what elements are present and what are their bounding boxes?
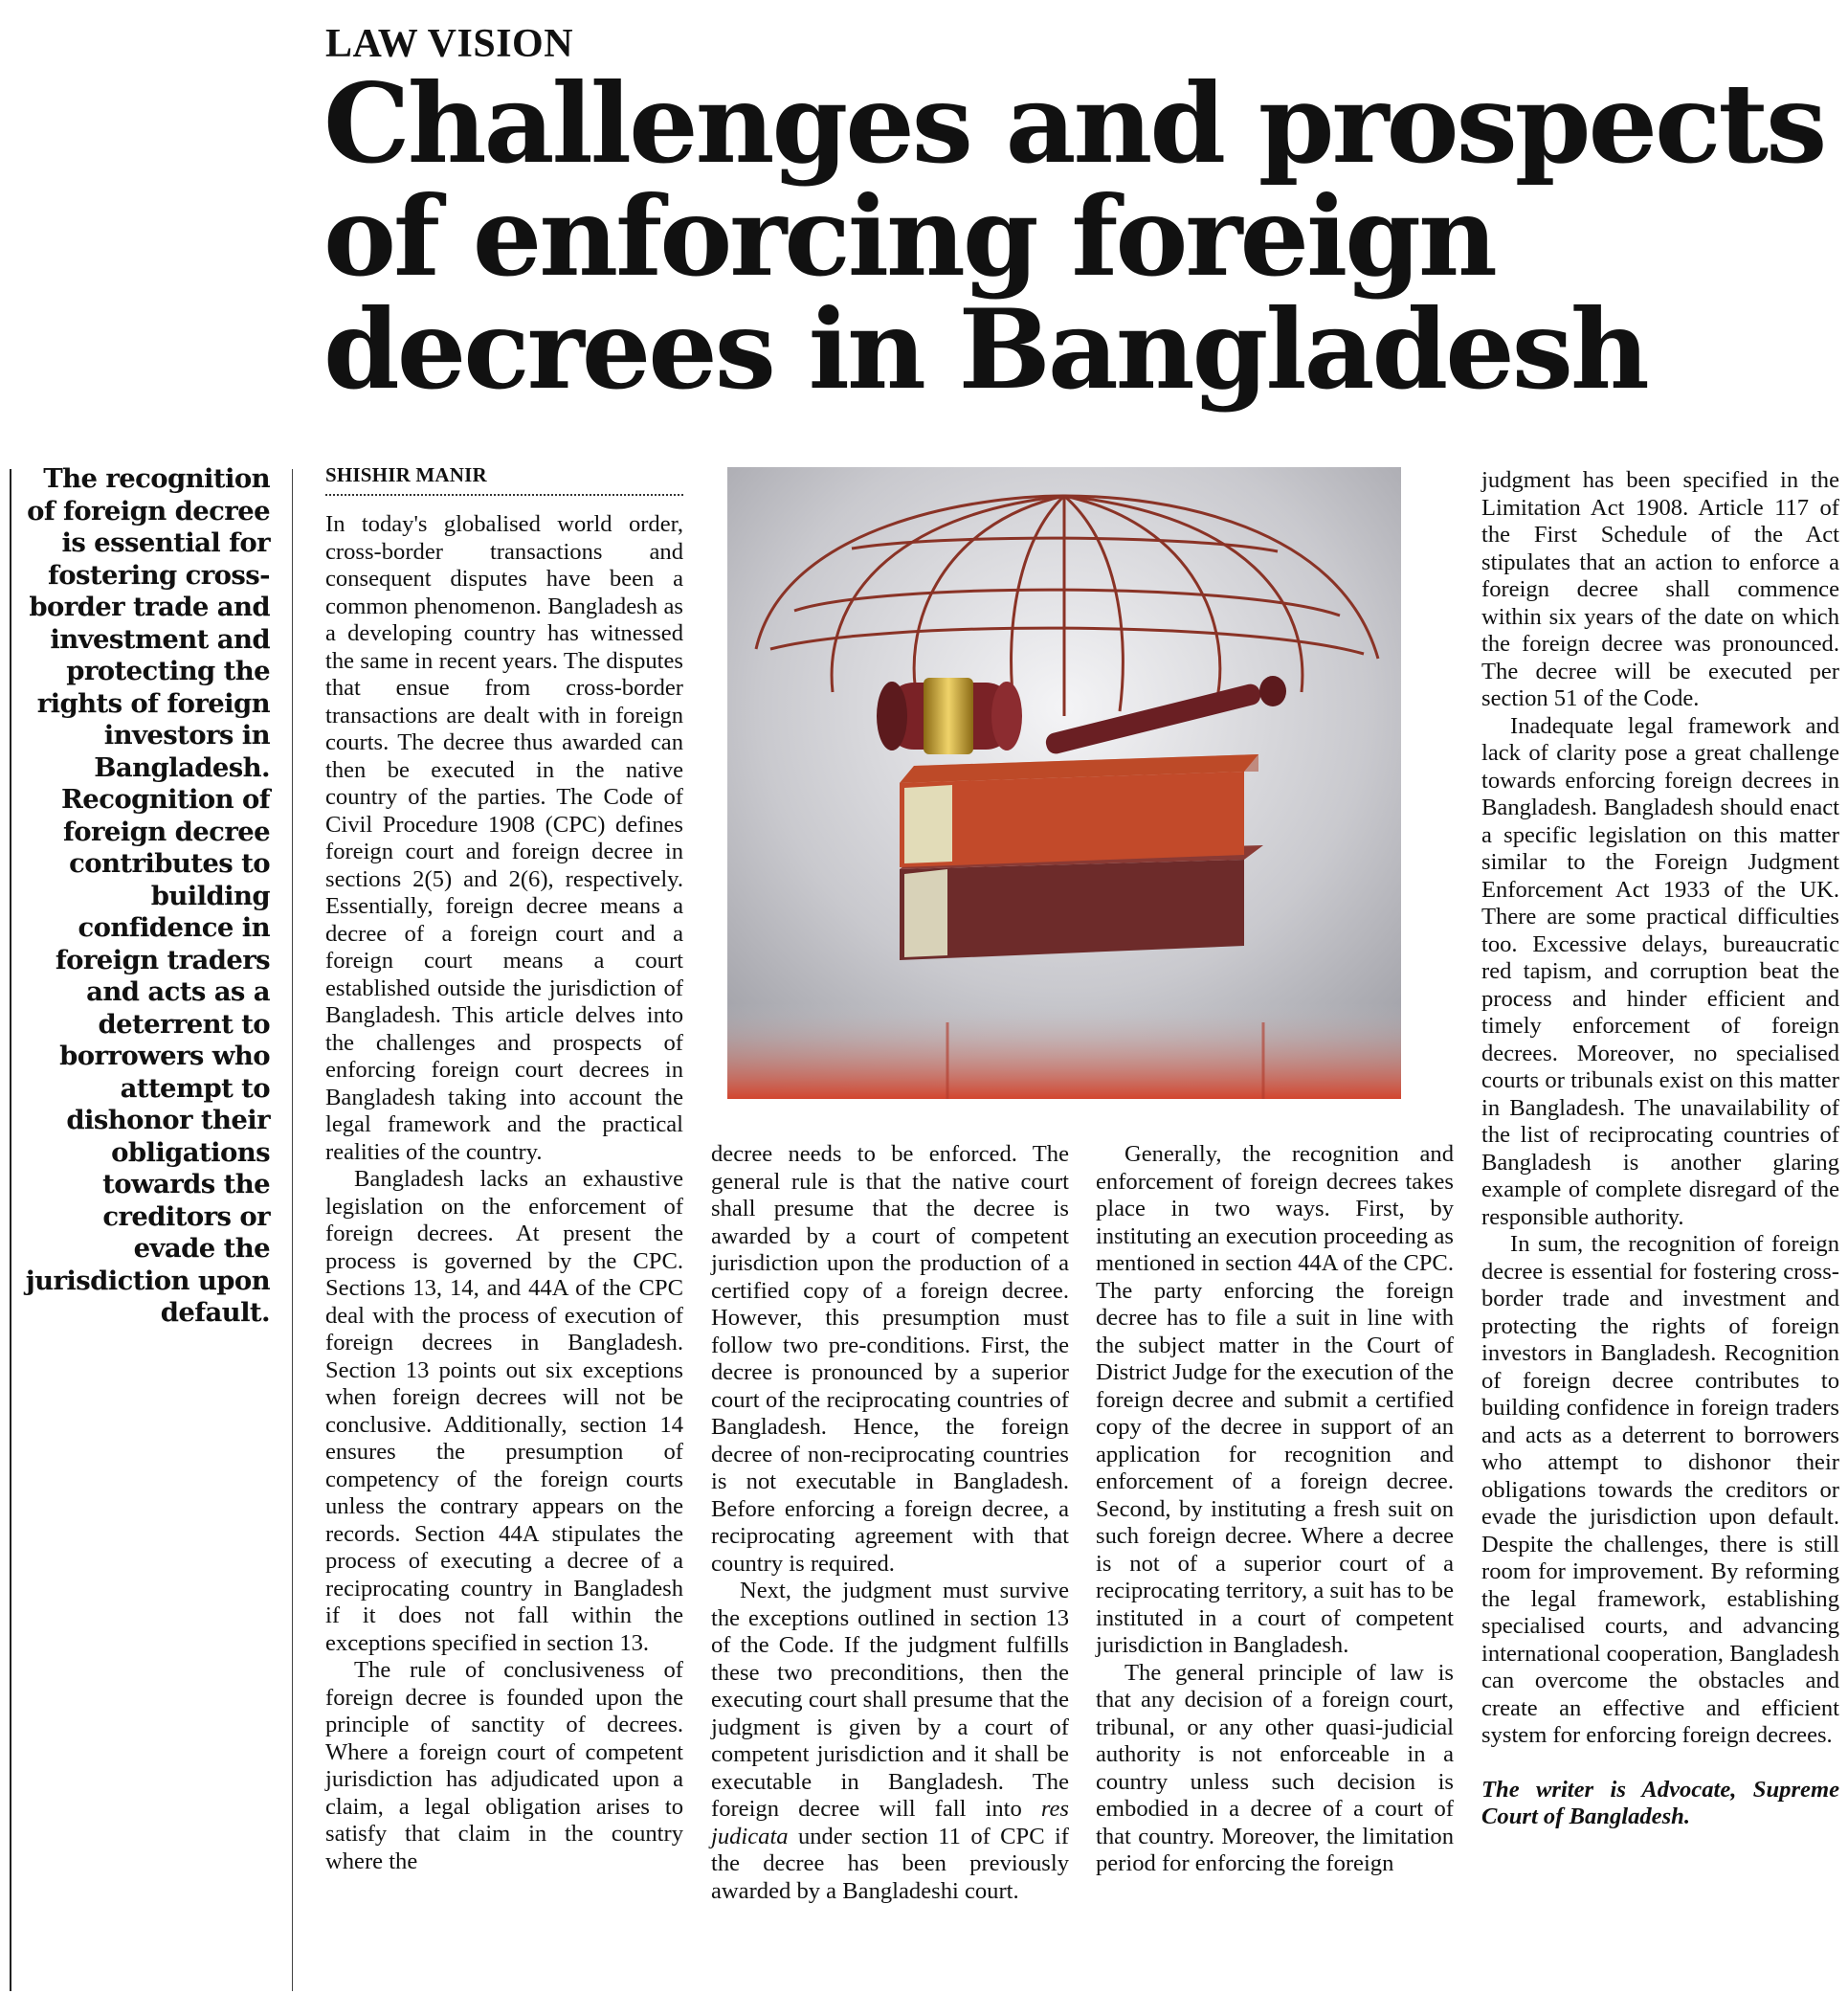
writer-note: The writer is Advocate, Supreme Court of Bangladesh. — [1481, 1776, 1839, 1829]
paragraph: The rule of conclusiveness of foreign decree is founded upon the principle of sanctity of decrees. Where a foreign court of competent jurisdiction has adjudicated upon a claim, a legal obligation arises to satisfy that claim in the country where the — [325, 1657, 683, 1874]
latin-term: res judicata — [711, 1796, 1069, 1849]
books-icon — [900, 754, 1263, 960]
floor-glow — [727, 1003, 1401, 1099]
article-column-3 — [1096, 1141, 1454, 1878]
article-column-4 — [1481, 467, 1839, 1831]
paragraph: Generally, the recognition and enforcement of foreign decrees takes place in two ways. First, by instituting an execution proceeding as mentioned in section 44A of the CPC. The party enforcing the foreign decree has to file a suit in line with the subject matter in the Court of District Judge for the execution of the foreign decree and submit a certified copy of the decree in support of an application for recognition and enforcement of a foreign decree. Second, by instituting a fresh suit on such foreign decree. Where a decree is not of a superior court of a reciprocating territory, a suit has to be instituted in a court of competent jurisdiction in Bangladesh. — [1096, 1141, 1454, 1658]
paragraph-text: under section 11 of CPC if the decree has been previously awarded by a Bangladeshi court. — [711, 1823, 1069, 1904]
column-rule — [292, 469, 293, 1991]
paragraph: In today's globalised world order, cross-border transactions and consequent disputes have been a common phenomenon. Bangladesh as a developing country has witnessed the same in recent years. The disputes that ensue from cross-border transactions are dealt with in foreign courts. The decree thus awarded can then be executed in the native country of the parties. The Code of Civil Procedure 1908 (CPC) defines foreign court and foreign decree in sections 2(5) and 2(6), respectively. Essentially, foreign decree means a decree of a foreign court and a foreign court means a court established outside the jurisdiction of Bangladesh. This article delves into the challenges and prospects of enforcing foreign court decrees in Bangladesh taking into account the legal framework and the practical realities of the country. — [325, 511, 683, 1165]
paragraph: Bangladesh lacks an exhaustive legislation on the enforcement of foreign decrees. At present the process is governed by the CPC. Sections 13, 14, and 44A of the CPC deal with the process of execution of foreign decrees in Bangladesh. Section 13 points out six exceptions when foreign decrees will not be conclusive. Additionally, section 14 ensures the presumption of competency of the foreign courts unless the contrary appears on the records. Section 44A stipulates the process of executing a decree of a reciprocating country in Bangladesh if it does not fall within the exceptions specified in section 13. — [325, 1166, 683, 1656]
paragraph-text: Next, the judgment must survive the exceptions outlined in section 13 of the Code. If the judgment fulfills these two preconditions, then the executing court shall presume that the judgment is given by a court of competent jurisdiction and it shall be executable in Bangladesh. The foreign decree will fall into — [711, 1578, 1069, 1822]
section-label: LAW VISION — [325, 22, 574, 66]
paragraph: In sum, the recognition of foreign decree is essential for fostering cross-border trade and investment and protecting the rights of foreign investors in Bangladesh. Recognition of foreign decree contributes to building confidence in foreign traders and acts as a deterrent to borrowers who attempt to dishonor their obligations towards the creditors or evade the jurisdiction upon default. Despite the challenges, there is still room for improvement. By reforming the legal framework, establishing specialised courts, and advancing international cooperation, Bangladesh can overcome the obstacles and create an effective and efficient system for enforcing foreign decrees. — [1481, 1231, 1839, 1748]
paragraph — [711, 1578, 1069, 1905]
headline: Challenges and prospects of enforcing foreign decrees in Bangladesh — [323, 59, 1825, 414]
left-rule — [10, 469, 11, 1991]
paragraph: The general principle of law is that any decision of a foreign court, tribunal, or any other quasi-judicial authority is not enforceable in a country unless such decision is embodied in a decree of a court of that country. Moreover, the limitation period for enforcing the foreign — [1096, 1659, 1454, 1876]
paragraph: judgment has been specified in the Limitation Act 1908. Article 117 of the First Schedule of the Act stipulates that an action to enforce a foreign decree shall commence within six years of the date on which the foreign decree was pronounced. The decree will be executed per section 51 of the Code. — [1481, 467, 1839, 711]
byline-divider — [325, 494, 683, 496]
article-column-1 — [325, 511, 683, 1875]
article-column-2 — [711, 1141, 1069, 1905]
pull-quote: The recognition of foreign decree is essential for fostering cross-border trade and investment and protecting the rights of foreign investors in Bangladesh. Recognition of foreign decree contributes to building confidence in foreign traders and acts as a deterrent to borrowers who attempt to dishonor their obligations towards the creditors or evade the jurisdiction upon default. — [25, 463, 270, 1328]
paragraph: Inadequate legal framework and lack of clarity pose a great challenge towards enforcing foreign decrees in Bangladesh. Bangladesh should enact a specific legislation on this matter similar to the Foreign Judgment Enforcement Act 1933 of the UK. There are some practical difficulties too. Excessive delays, bureaucratic red tapism, and corruption beat the process and hinder efficient and timely enforcement of foreign decrees. Moreover, no specialised courts or tribunals exist on this matter in Bangladesh. The unavailability of the list of reciprocating countries of Bangladesh is another glaring example of complete disregard of the responsible authority. — [1481, 712, 1839, 1230]
byline: SHISHIR MANIR — [325, 463, 487, 486]
paragraph: decree needs to be enforced. The general rule is that the native court shall presume that the decree is awarded by a court of competent jurisdiction upon the production of a certified copy of a foreign decree. However, this presumption must follow two pre-conditions. First, the decree is pronounced by a superior court of the reciprocating countries of Bangladesh. Hence, the foreign decree of non-reciprocating countries is not executable in Bangladesh. Before enforcing a foreign decree, a reciprocating agreement with that country is required. — [711, 1141, 1069, 1577]
article-illustration — [727, 467, 1401, 1099]
illustration-svg — [727, 467, 1401, 1099]
